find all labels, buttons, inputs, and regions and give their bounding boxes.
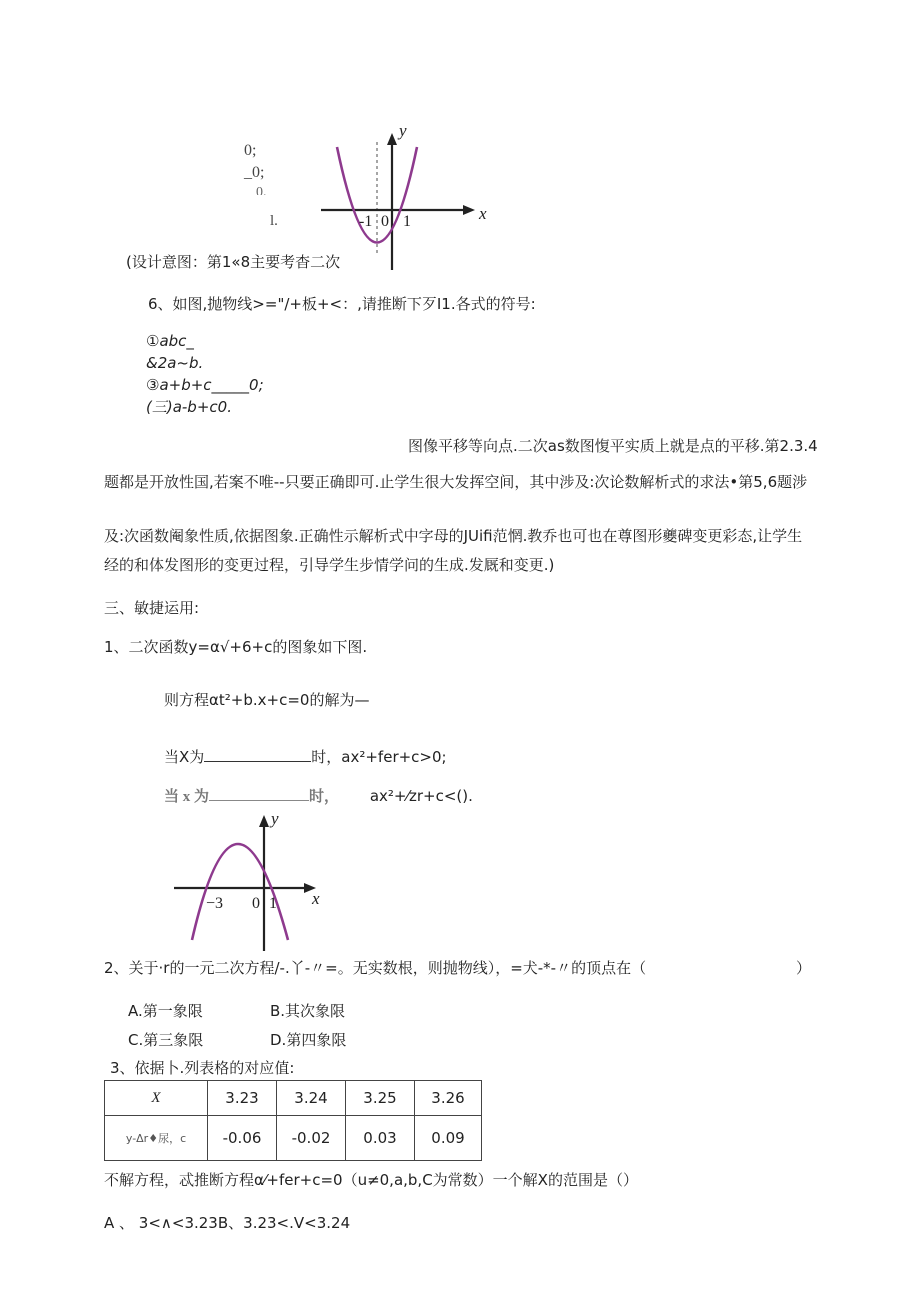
graph2-tick-1: 1	[269, 895, 277, 912]
graph1-left-fragment: _0;	[244, 164, 265, 181]
q2-option-c[interactable]: C.第三象限	[128, 1031, 204, 1049]
graph1-x-label: x	[479, 204, 487, 223]
graph1-y-label: y	[399, 121, 407, 140]
q3-after-text: 不解方程，忒推断方程α⁄+fer+c=0（u≠0,a,b,C为常数）一个解X的范围是（）	[104, 1171, 638, 1189]
para-line-4: 经的和体发图形的变更过程，引导学生步情学问的生成.发厩和变更.)	[104, 556, 555, 574]
table-cell: 0.09	[415, 1116, 482, 1161]
table-cell: 3.26	[415, 1081, 482, 1116]
para-line-3: 及:次函数阉象性质,依据图象.正确性示解析式中字母的JUifi范惘.教乔也可也在尊图形夔碑变更彩态,让学生	[104, 527, 803, 545]
q1-line-a: 则方程αt²+b.x+c=0的解为—	[164, 691, 370, 709]
q6-item-4: (三)a-b+c0.	[146, 398, 232, 416]
q2-option-d[interactable]: D.第四象限	[270, 1031, 347, 1049]
q3-value-table	[104, 1080, 482, 1161]
table-cell: 3.24	[277, 1081, 346, 1116]
q3-stem: 3、依据卜.列表格的对应值:	[110, 1059, 295, 1077]
para-line-2: 题都是开放性国,若案不唯--只要正确即可.止学生很大发挥空间，其中涉及:次论数解析式的求法•第5,6题涉	[104, 473, 808, 491]
q1-line-c-post: 时，	[309, 789, 340, 805]
table-cell: 3.25	[346, 1081, 415, 1116]
q2-close-paren: ）	[796, 959, 812, 977]
q1-blank-c[interactable]	[209, 786, 309, 801]
q1-line-b-post: 时，ax²+fer+c>0;	[311, 748, 447, 766]
q1-blank-b[interactable]	[204, 747, 311, 762]
q6-stem: 6、如图,抛物线>="/+板+<：,请推断下歹I1.各式的符号:	[148, 295, 536, 313]
table-cell: y-Δr♦尿，c	[105, 1116, 208, 1161]
table-row	[105, 1081, 482, 1116]
q1-line-c-expr: ax²+⁄zr+c<().	[369, 787, 473, 805]
graph1-tick-1: 1	[403, 213, 411, 230]
graph2-curve	[192, 844, 288, 940]
q2-stem: 2、关于·r的一元二次方程/-.丫-〃=。无实数根，则抛物线），=犬-*-〃的顶点在（	[104, 959, 647, 977]
q1-line-c	[164, 786, 473, 806]
table-row	[105, 1116, 482, 1161]
section3-heading: 三、敏捷运用:	[104, 599, 200, 617]
design-note: (设计意图：第1«8主要考杳二次	[126, 253, 341, 271]
q3-answer-a: A 、 3<∧<3.23B、3.23<.V<3.24	[104, 1214, 351, 1232]
graph2-parabola-figure	[168, 808, 328, 958]
q1-line-b-pre: 当X为	[164, 748, 205, 766]
q1-line-b	[164, 747, 447, 766]
q1-line-c-pre: 当 x 为	[164, 789, 210, 805]
graph1-parabola-figure	[315, 120, 495, 275]
q6-item-1: ①abc_	[146, 332, 194, 350]
graph2-tick-minus3: −3	[206, 895, 224, 912]
q2-option-a[interactable]: A.第一象限	[128, 1002, 203, 1020]
graph1-left-fragment: l.	[270, 213, 278, 229]
q6-item-3: ③a+b+c_____0;	[146, 376, 264, 394]
table-cell: -0.06	[208, 1116, 277, 1161]
graph1-x-arrow	[463, 205, 475, 215]
table-cell: X	[105, 1081, 208, 1116]
table-cell: -0.02	[277, 1116, 346, 1161]
graph2-tick-0: 0	[252, 895, 260, 912]
graph2-x-label: x	[312, 889, 320, 908]
graph1-left-fragment: 0.	[256, 185, 267, 195]
graph2-y-label: y	[271, 809, 279, 828]
graph1-tick-minus1: -1	[359, 213, 373, 230]
q1-stem: 1、二次函数y=α√+6+c的图象如下图.	[104, 638, 368, 656]
table-cell: 3.23	[208, 1081, 277, 1116]
graph2-y-arrow	[259, 815, 269, 827]
table-cell: 0.03	[346, 1116, 415, 1161]
graph1-left-fragment: 0;	[244, 142, 257, 159]
q2-option-b[interactable]: B.其次象限	[270, 1002, 346, 1020]
q6-item-2: &2a~b.	[146, 354, 204, 372]
para-line-1: 图像平移等向点.二次as数图愎平实质上就是点的平移.第2.3.4	[408, 437, 818, 455]
graph1-y-arrow	[387, 133, 397, 145]
graph1-tick-0: 0	[381, 213, 389, 230]
